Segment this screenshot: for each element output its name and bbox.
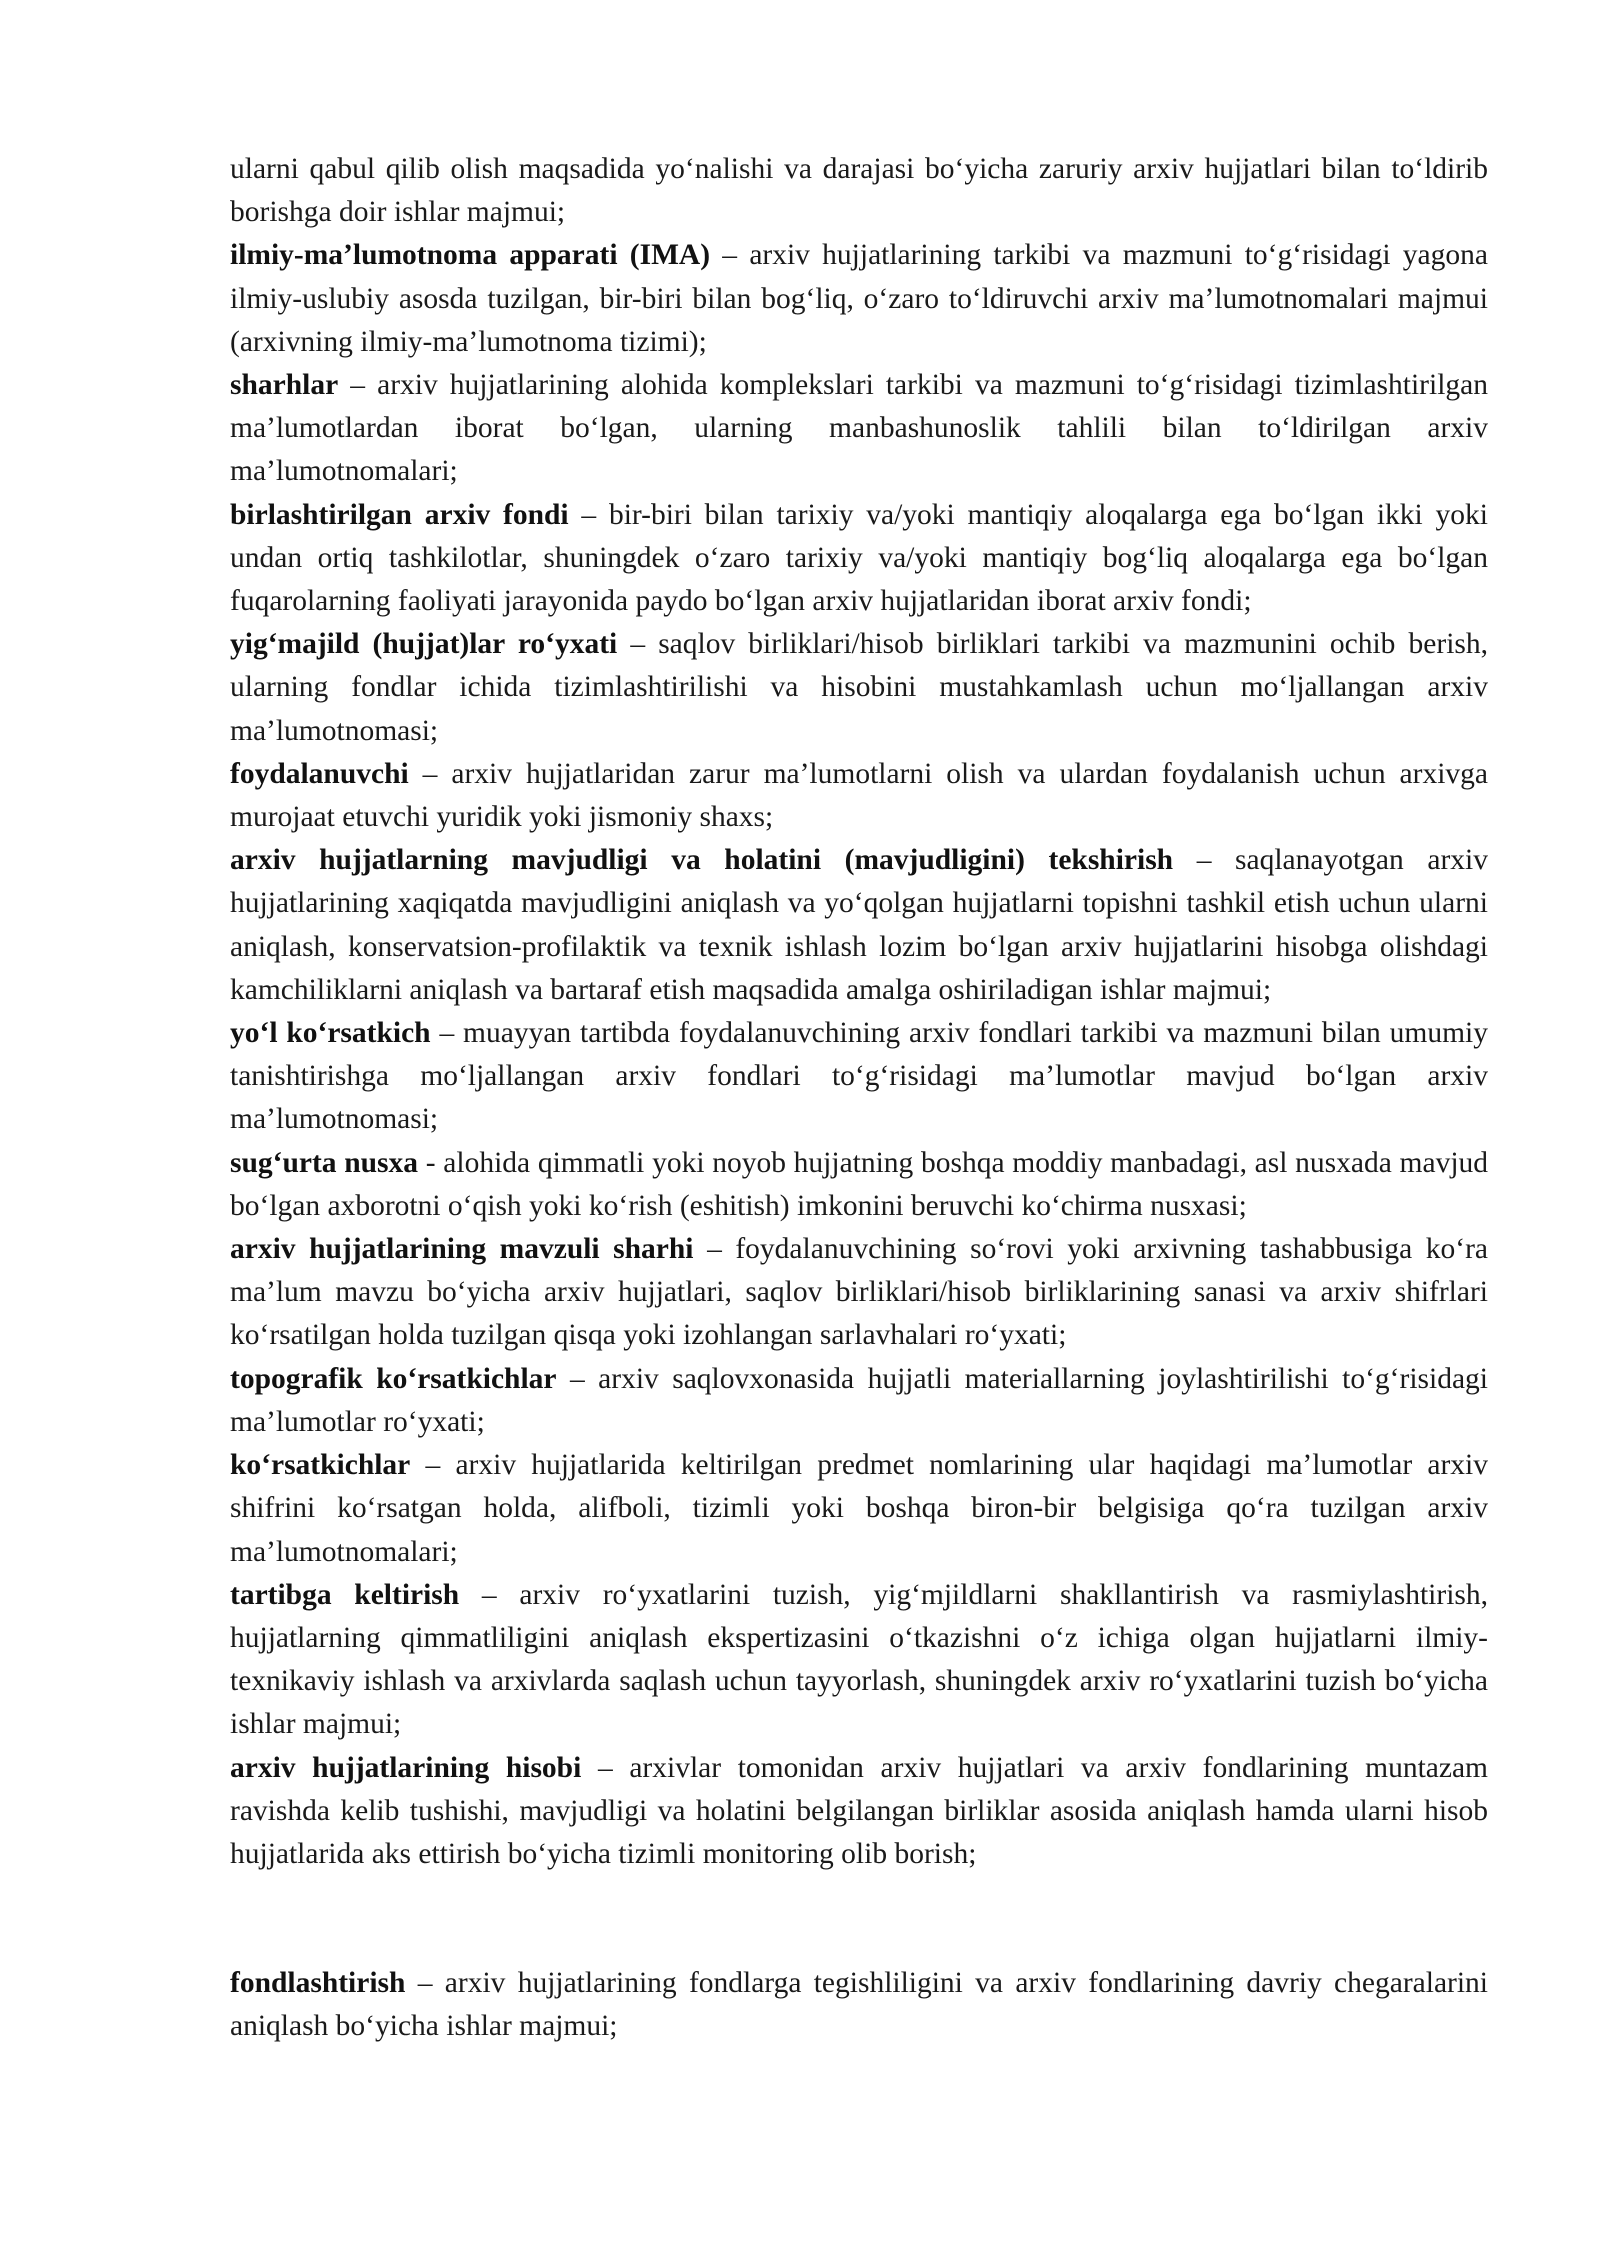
definition-term: arxiv hujjatlarining hisobi (230, 1751, 582, 1784)
definition-separator: – (410, 1449, 456, 1482)
definition-term: tartibga keltirish (230, 1578, 460, 1611)
definition-separator: – (693, 1233, 736, 1266)
definition-term: arxiv hujjatlarning mavjudligi va holatini (mavjudligini) tekshirish (230, 844, 1174, 877)
definition-sharhlar (230, 364, 1488, 494)
definition-text: arxiv hujjatlaridan zarur ma’lumotlarni olish va ulardan foydalanish uchun arxivga murojaat etuvchi yuridik yoki jismoniy shaxs; (230, 757, 1488, 834)
definition-text: muayyan tartibda foydalanuvchining arxiv fondlari tarkibi va mazmuni bilan umumiy tanishtirishga mo‘ljallangan arxiv fondlari to‘g‘risidagi ma’lumotlar mavjud bo‘lgan arxiv ma’lumotnomasi; (230, 1017, 1488, 1136)
definition-separator: – (430, 1017, 464, 1050)
definition-separator: – (1173, 844, 1236, 877)
definition-text: foydalanuvchining so‘rovi yoki arxivning tashabbusiga ko‘ra ma’lum mavzu bo‘yicha arxiv hujjatlari, saqlov birliklari/hisob birliklarining sanasi va arxiv shifrlari ko‘rsatilgan holda tuzilgan qisqa yoki izohlangan sarlavhalari ro‘yxati; (230, 1233, 1488, 1352)
definition-separator: – (710, 239, 750, 272)
definition-text: arxiv ro‘yxatlarini tuzish, yig‘mjildlarni shakllantirish va rasmiylashtirish, hujjatlarning qimmatliligini aniqlash ekspertizasini o‘tkazishni o‘z ichiga olgan hujjatlarni ilmiy-texnikaviy ishlash va arxivlarda saqlash uchun tayyorlash, shuningdek arxiv ro‘yxatlarini tuzish bo‘yicha ishlar majmui; (230, 1578, 1488, 1741)
definition-text: arxivlar tomonidan arxiv hujjatlari va arxiv fondlarining muntazam ravishda kelib tushishi, mavjudligi va holatini belgilangan birliklar asosida aniqlash hamda ularni hisob hujjatlarida aks ettirish bo‘yicha tizimli monitoring olib borish; (230, 1751, 1489, 1870)
definition-separator: – (405, 1967, 445, 2000)
definition-fondlashtirish (230, 1962, 1488, 2048)
definition-term: arxiv hujjatlarining mavzuli sharhi (230, 1233, 694, 1266)
definition-separator: – (459, 1578, 520, 1611)
definition-text: arxiv hujjatlarining tarkibi va mazmuni to‘g‘risidagi yagona ilmiy-uslubiy asosda tuzilgan, bir-biri bilan bog‘liq, o‘zaro to‘ldiruvchi arxiv ma’lumotnomalari majmui (arxivning ilmiy-ma’lumotnoma tizimi); (230, 239, 1488, 358)
definition-separator: - (418, 1146, 444, 1179)
definition-arxiv-hujjatlari-hisobi (230, 1747, 1488, 1877)
definition-yigmajild-royxati (230, 623, 1488, 753)
definition-text: saqlanayotgan arxiv hujjatlarining xaqiqatda mavjudligini aniqlash va yo‘qolgan hujjatlarni topishni tashkil etish uchun ularni aniqlash, konservatsion-profilaktik va texnik ishlash lozim bo‘lgan arxiv hujjatlarini hisobga olishdagi kamchiliklarni aniqlash va bartaraf etish maqsadida amalga oshiriladigan ishlar majmui; (230, 844, 1488, 1006)
definition-text: arxiv saqlovxonasida hujjatli materiallarning joylashtirilishi to‘g‘risidagi ma’lumotlar ro‘yxati; (230, 1362, 1488, 1438)
definition-separator: – (408, 757, 452, 790)
definition-mavjudligini-tekshirish (230, 839, 1488, 1012)
paragraph-gap (230, 1876, 1488, 1962)
definition-text: arxiv hujjatlarining fondlarga tegishliligini va arxiv fondlarining davriy chegaralarini aniqlash bo‘yicha ishlar majmui; (230, 1967, 1488, 2043)
definition-mavzuli-sharh (230, 1228, 1488, 1358)
definition-text: alohida qimmatli yoki noyob hujjatning boshqa moddiy manbadagi, asl nusxada mavjud bo‘lgan axborotni o‘qish yoki ko‘rish (eshitish) imkonini beruvchi ko‘chirma nusxasi; (230, 1146, 1489, 1222)
definition-term: ilmiy-ma’lumotnoma apparati (IMA) (230, 239, 711, 272)
definition-foydalanuvchi (230, 753, 1488, 839)
definition-text: arxiv hujjatlarida keltirilgan predmet nomlarining ular haqidagi ma’lumotlar arxiv shifrini ko‘rsatgan holda, alifboli, tizimli yoki boshqa biron-bir belgisiga qo‘ra tuzilgan arxiv ma’lumotnomalari; (230, 1449, 1489, 1568)
definition-text: arxiv hujjatlarining alohida komplekslari tarkibi va mazmuni to‘g‘risidagi tizimlashtirilgan ma’lumotlardan iborat bo‘lgan, ularning manbashunoslik tahlili bilan to‘ldirilgan arxiv ma’lumotnomalari; (230, 369, 1488, 488)
definition-term: topografik ko‘rsatkichlar (230, 1362, 557, 1395)
definition-separator: – (581, 1751, 630, 1784)
definition-separator: – (617, 628, 659, 661)
definition-term: ko‘rsatkichlar (230, 1449, 411, 1482)
definition-text: bir-biri bilan tarixiy va/yoki mantiqiy aloqalarga ega bo‘lgan ikki yoki undan ortiq tashkilotlar, shuningdek o‘zaro tarixiy va/yoki mantiqiy bog‘liq aloqalarga ega bo‘lgan fuqarolarning faoliyati jarayonida paydo bo‘lgan arxiv hujjatlaridan iborat arxiv fondi; (230, 498, 1488, 618)
definition-tartibga-keltirish (230, 1574, 1488, 1747)
definition-yol-korsatkich (230, 1012, 1488, 1142)
definition-term: birlashtirilgan arxiv fondi (230, 498, 569, 531)
definition-korsatkichlar (230, 1444, 1488, 1574)
document-body (230, 148, 1488, 2049)
definition-term: yo‘l ko‘rsatkich (230, 1017, 431, 1050)
definition-separator: – (556, 1362, 599, 1395)
definition-term: foydalanuvchi (230, 757, 409, 790)
definition-ima (230, 234, 1488, 364)
definition-sugurta-nusxa (230, 1142, 1488, 1228)
definition-separator: – (338, 369, 378, 402)
definition-term: sharhlar (230, 369, 339, 402)
definition-separator: – (568, 498, 609, 531)
definition-birlashtirilgan-arxiv-fondi (230, 494, 1488, 624)
definition-text: ularni qabul qilib olish maqsadida yo‘nalishi va darajasi bo‘yicha zaruriy arxiv hujjatlari bilan to‘ldirib borishga doir ishlar majmui; (230, 153, 1488, 229)
definition-term: yig‘majild (hujjat)lar ro‘yxati (230, 628, 618, 661)
definition-text: saqlov birliklari/hisob birliklari tarkibi va mazmunini ochib berish, ularning fondlar ichida tizimlashtirilishi va hisobini mustahkamlash uchun mo‘ljallangan arxiv ma’lumotnomasi; (230, 628, 1488, 747)
definition-topografik-korsatkichlar (230, 1358, 1488, 1444)
definition-term: fondlashtirish (230, 1967, 406, 2000)
definition-term: sug‘urta nusxa (230, 1146, 419, 1179)
paragraph-continuation (230, 148, 1488, 234)
